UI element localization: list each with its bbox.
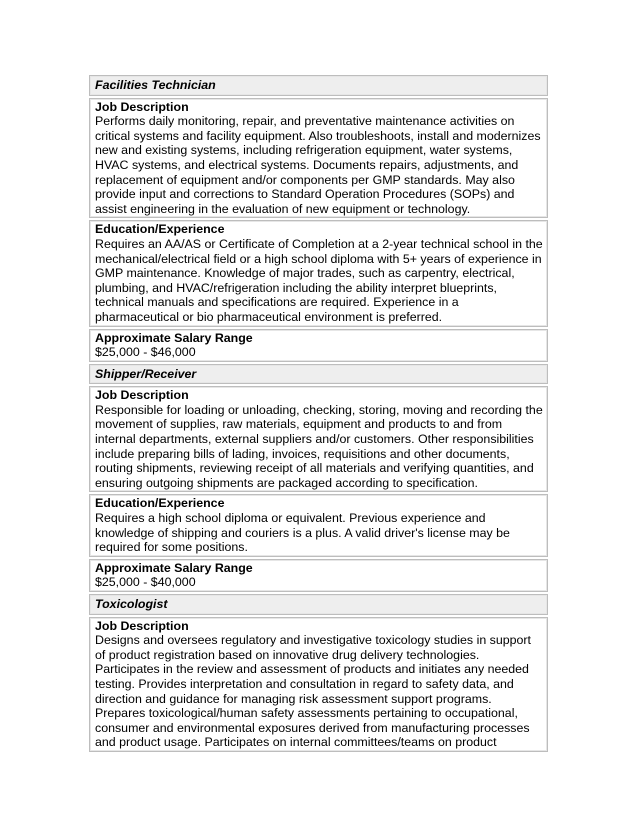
job-description-text: Performs daily monitoring, repair, and preventative maintenance activities on critical systems and facility equipment. Also troubleshoots, install and modernizes new and existing systems, including refrigeration equipment, water systems, HVAC systems, and electrical systems. Documents repairs, adjustments, and replacement of equipment and/or components per GMP standards. May also provide input and corrections to Standard Operation Procedures (SOPs) and assist engineering in the evaluation of new equipment or technology. bbox=[95, 114, 541, 216]
job-title-cell bbox=[89, 364, 548, 385]
job-title: Toxicologist bbox=[95, 597, 168, 611]
job-description-text: Responsible for loading or unloading, checking, storing, moving and recording the movement of supplies, raw materials, equipment and products to and from internal departments, external suppliers and/or customers. Other responsibilities include preparing bills of lading, invoices, requisitions and other documents, routing shipments, reviewing receipt of all materials and verifying quantities, and ensuring outgoing shipments are packaged according to specification. bbox=[95, 402, 543, 490]
job-description-cell bbox=[89, 98, 548, 219]
education-experience-text: Requires an AA/AS or Certificate of Completion at a 2-year technical school in the mechanical/electrical field or a high school diploma with 5+ years of experience in GMP maintenance. Knowledge of major trades, such as carpentry, electrical, plumbing, and HVAC/refrigeration including the ability interpret blueprints, technical manuals and specifications are required. Experience in a pharmaceutical or bio pharmaceutical environment is preferred. bbox=[95, 236, 543, 324]
job-title: Facilities Technician bbox=[95, 78, 216, 92]
job-description-cell bbox=[89, 386, 548, 492]
job-title-cell bbox=[89, 594, 548, 615]
job-title: Shipper/Receiver bbox=[95, 366, 197, 381]
salary-range-heading: Approximate Salary Range bbox=[95, 560, 253, 575]
job-description-heading: Job Description bbox=[95, 388, 189, 403]
job-description-text: Designs and oversees regulatory and investigative toxicology studies in support of product registration based on innovative drug delivery technologies. Participates in the review and assessment of products and initiates any needed testing. Provides interpretation and consultation in regard to safety data, and direction and guidance for managing risk assessment support programs. Prepares toxicological/human safety assessments pertaining to occupational, consumer and environmental exposures derived from manufacturing processes and product usage. Participates on internal committees/teams on product bbox=[95, 633, 531, 750]
salary-range-cell bbox=[89, 329, 548, 362]
education-experience-text: Requires a high school diploma or equivalent. Previous experience and knowledge of shipping and couriers is a plus. A valid driver's license may be required for some positions. bbox=[95, 511, 510, 555]
job-listings-table bbox=[89, 75, 548, 754]
education-experience-cell bbox=[89, 494, 548, 556]
job-description-heading: Job Description bbox=[95, 99, 189, 114]
salary-range-cell bbox=[89, 559, 548, 592]
education-experience-heading: Education/Experience bbox=[95, 222, 225, 237]
job-description-heading: Job Description bbox=[95, 618, 189, 633]
job-description-cell bbox=[89, 617, 548, 752]
salary-range-value: $25,000 - $46,000 bbox=[95, 345, 196, 360]
education-experience-cell bbox=[89, 220, 548, 326]
salary-range-heading: Approximate Salary Range bbox=[95, 330, 253, 345]
education-experience-heading: Education/Experience bbox=[95, 496, 225, 511]
salary-range-value: $25,000 - $40,000 bbox=[95, 575, 196, 590]
job-title-cell bbox=[89, 75, 548, 96]
